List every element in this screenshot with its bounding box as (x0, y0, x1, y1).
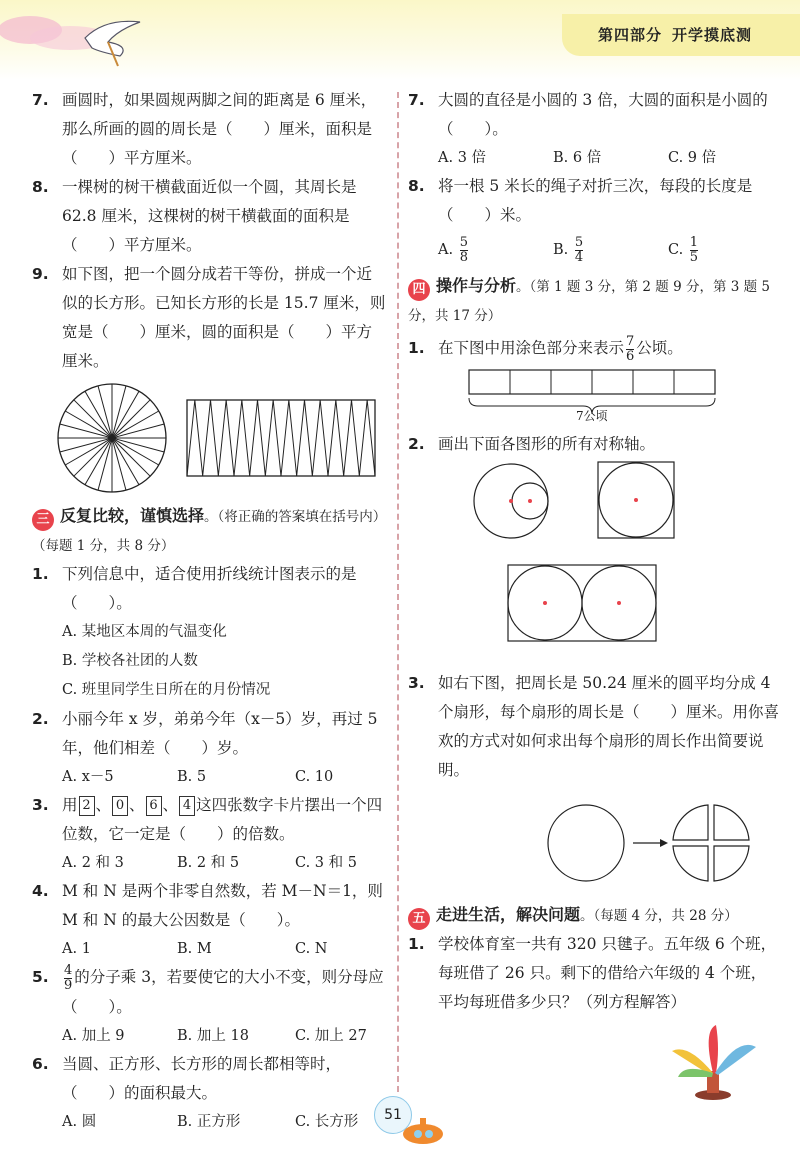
question-text: 用 (62, 796, 78, 814)
left-column (32, 86, 387, 1136)
option-a[interactable]: A. x－5 (62, 769, 114, 785)
question-text: M 和 N 是两个非零自然数，若 M－N＝1，则 M 和 N 的最大公因数是（ ）。 (62, 882, 383, 929)
options-row (408, 144, 780, 172)
question-number: 8. (32, 178, 49, 196)
choice-question-8 (408, 172, 780, 230)
choice-question-3: 3. 用 2 、 0 、 6 、 4 这四张数字卡片摆出一个四位数，它一定是（ ）的倍数。 (32, 791, 387, 849)
fraction (690, 236, 698, 265)
question-number: 7. (32, 91, 49, 109)
symmetry-shapes-diagram (408, 459, 788, 669)
question-text: 大圆的直径是小圆的 3 倍，大圆的面积是小圆的（ ）。 (438, 91, 768, 138)
question-number: 3. (408, 674, 425, 692)
question-text: 当圆、正方形、长方形的周长都相等时，（ ）的面积最大。 (62, 1054, 342, 1102)
option-a[interactable]: A. 加上 9 (62, 1027, 125, 1044)
option-b[interactable]: B. 6 倍 (553, 150, 602, 166)
option-a[interactable]: A. 某地区本周的气温变化 (62, 624, 227, 640)
question-number: 9. (32, 265, 49, 283)
option-b[interactable]: B. 正方形 (177, 1113, 241, 1130)
question-text: 画出下面各图形的所有对称轴。 (438, 435, 656, 453)
option-c[interactable]: C. 班里同学生日所在的月份情况 (62, 682, 271, 698)
word-problem-1 (408, 930, 780, 1017)
choice-question-4 (32, 877, 387, 935)
strip-label: 7公顷 (576, 409, 608, 423)
fill-question-7 (32, 86, 387, 173)
operation-question-3 (408, 669, 780, 785)
fill-question-9 (32, 260, 387, 376)
fraction (575, 236, 583, 265)
numerator: 1 (689, 234, 699, 250)
fraction (460, 236, 468, 265)
option-c[interactable] (668, 230, 700, 270)
digit-card: 4 (179, 796, 195, 816)
circle-rectangle-figure (32, 376, 387, 500)
section-title: 反复比较，谨慎选择 (60, 506, 205, 525)
section-note: 。（每题 4 分，共 28 分） (580, 908, 738, 924)
section-5-heading (408, 901, 780, 930)
question-number: 3. (32, 796, 49, 814)
column-divider (397, 92, 399, 1092)
denominator: 9 (64, 977, 73, 993)
question-number: 6. (32, 1054, 49, 1073)
page-number: 51 (374, 1096, 412, 1134)
question-number: 1. (408, 935, 425, 953)
denominator: 5 (689, 249, 699, 265)
option-a[interactable]: A. 圆 (62, 1113, 97, 1130)
choice-question-7 (408, 86, 780, 144)
divided-circle-diagram (56, 382, 168, 494)
option-c[interactable]: C. N (295, 941, 328, 957)
question-text: 如下图，把一个圆分成若干等份，拼成一个近似的长方形。已知长方形的长是 15.7 厘米，则宽是（ ）厘米，圆的面积是（ ）平方厘米。 (62, 265, 386, 370)
options-row (32, 849, 387, 877)
right-column (408, 86, 780, 1103)
question-text: 画圆时，如果圆规两脚之间的距离是 6 厘米，那么所画的圆的周长是（ ）厘米，面积是（ ）平方厘米。 (62, 91, 377, 167)
question-text: 下列信息中，适合使用折线统计图表示的是（ ）。 (62, 565, 357, 612)
section-badge: 五 (408, 908, 430, 930)
option-c[interactable]: C. 3 和 5 (295, 855, 357, 871)
submarine-icon (398, 1108, 448, 1148)
digit-card: 2 (79, 796, 95, 816)
options-row (408, 230, 780, 270)
operation-question-1 (408, 330, 780, 366)
zigzag-sectors (187, 400, 375, 476)
question-number: 1. (408, 339, 425, 357)
option-c[interactable]: C. 加上 27 (295, 1027, 367, 1044)
symmetry-figures (408, 459, 780, 669)
numerator: 7 (626, 333, 635, 349)
option-c[interactable]: C. 10 (295, 769, 334, 785)
section-3-heading (32, 502, 387, 560)
section-4-heading (408, 272, 780, 330)
numerator: 4 (64, 962, 73, 978)
section-note: 。（第 1 题 3 分，第 2 题 9 分，第 3 题 5 分，共 17 分） (408, 279, 771, 324)
option-a[interactable]: A. 3 倍 (438, 150, 487, 166)
question-text: 如右下图，把周长是 50.24 厘米的圆平均分成 4 个扇形，每个扇形的周长是（ ）厘米。用你喜欢的方式对如何求出每个扇形的周长作出简要说明。 (438, 674, 780, 779)
options-row (32, 1022, 387, 1050)
fraction (626, 335, 634, 364)
choice-question-6 (32, 1050, 387, 1108)
option-b[interactable]: B. 2 和 5 (177, 855, 240, 871)
circle-to-sectors-diagram (408, 793, 780, 893)
option-b[interactable] (553, 230, 668, 270)
question-text: 在下图中用涂色部分来表示 (438, 339, 625, 357)
option-b[interactable]: B. 5 (177, 769, 207, 785)
fraction (64, 964, 72, 993)
question-number: 7. (408, 91, 425, 109)
option-a[interactable] (438, 230, 553, 270)
denominator: 6 (626, 348, 635, 364)
options-row (32, 935, 387, 963)
option-c[interactable]: C. 长方形 (295, 1113, 359, 1130)
question-number: 8. (408, 177, 425, 195)
header-title (588, 24, 752, 45)
decorative-cloud-icon (0, 8, 160, 68)
digit-card: 6 (146, 796, 162, 816)
option-letter: A. (438, 242, 454, 258)
question-number: 1. (32, 565, 49, 583)
section-badge: 四 (408, 279, 430, 301)
option-letter: C. (668, 242, 684, 258)
option-c[interactable]: C. 9 倍 (668, 150, 717, 166)
denominator: 4 (574, 249, 584, 265)
question-number: 4. (32, 882, 49, 900)
approx-rectangle-diagram (186, 399, 376, 477)
choice-question-1 (32, 560, 387, 618)
question-text: 这四张数字卡片摆出一个四位数，它一定是（ ）的倍数。 (62, 796, 383, 843)
test-title: 开学摸底测 (671, 26, 752, 44)
question-number: 2. (32, 710, 49, 728)
options-row (32, 763, 387, 791)
option-b[interactable]: B. 加上 18 (177, 1027, 249, 1044)
hectare-strip-figure (408, 366, 780, 430)
sector-figure (408, 793, 780, 893)
fill-question-8 (32, 173, 387, 260)
question-text: 的分子乘 3，若要使它的大小不变，则分母应（ ）。 (62, 968, 384, 1016)
option-a[interactable]: A. 1 (62, 941, 91, 957)
digit-card: 0 (112, 796, 128, 816)
part-label: 第四部分 (597, 26, 662, 44)
question-number: 5. (32, 968, 49, 986)
options-row (32, 1108, 387, 1136)
option-b[interactable]: B. M (177, 941, 212, 957)
question-text: 公顷。 (636, 339, 683, 357)
option-letter: B. (553, 242, 569, 258)
question-text: 学校体育室一共有 320 只毽子。五年级 6 个班，每班借了 26 只。剩下的借给六年级的 4 个班，平均每班借多少只？（列方程解答） (438, 935, 777, 1011)
choice-question-2 (32, 705, 387, 763)
section-note: 。（将正确的答案填在括号内）（每题 1 分，共 8 分） (32, 509, 387, 554)
section-badge: 三 (32, 509, 54, 531)
choice-question-5 (32, 963, 387, 1022)
numerator: 5 (459, 234, 468, 250)
question-text: 一棵树的树干横截面近似一个圆，其周长是 62.8 厘米，这棵树的树干横截面的面积是（ ）平方厘米。 (62, 178, 357, 254)
question-number: 2. (408, 435, 425, 453)
shuttlecock-decoration-icon (658, 1023, 768, 1103)
operation-question-2 (408, 430, 780, 459)
question-text: 将一根 5 米长的绳子对折三次，每段的长度是（ ）米。 (438, 177, 753, 224)
option-a[interactable]: A. 2 和 3 (62, 855, 124, 871)
denominator: 8 (459, 249, 468, 265)
page-header (0, 0, 800, 80)
option-b[interactable]: B. 学校各社团的人数 (62, 653, 198, 669)
numerator: 5 (574, 234, 584, 250)
question-text: 小丽今年 x 岁，弟弟今年（x－5）岁，再过 5 年，他们相差（ ）岁。 (62, 710, 378, 757)
section-title: 操作与分析 (436, 276, 517, 295)
section-title: 走进生活，解决问题 (436, 905, 581, 924)
